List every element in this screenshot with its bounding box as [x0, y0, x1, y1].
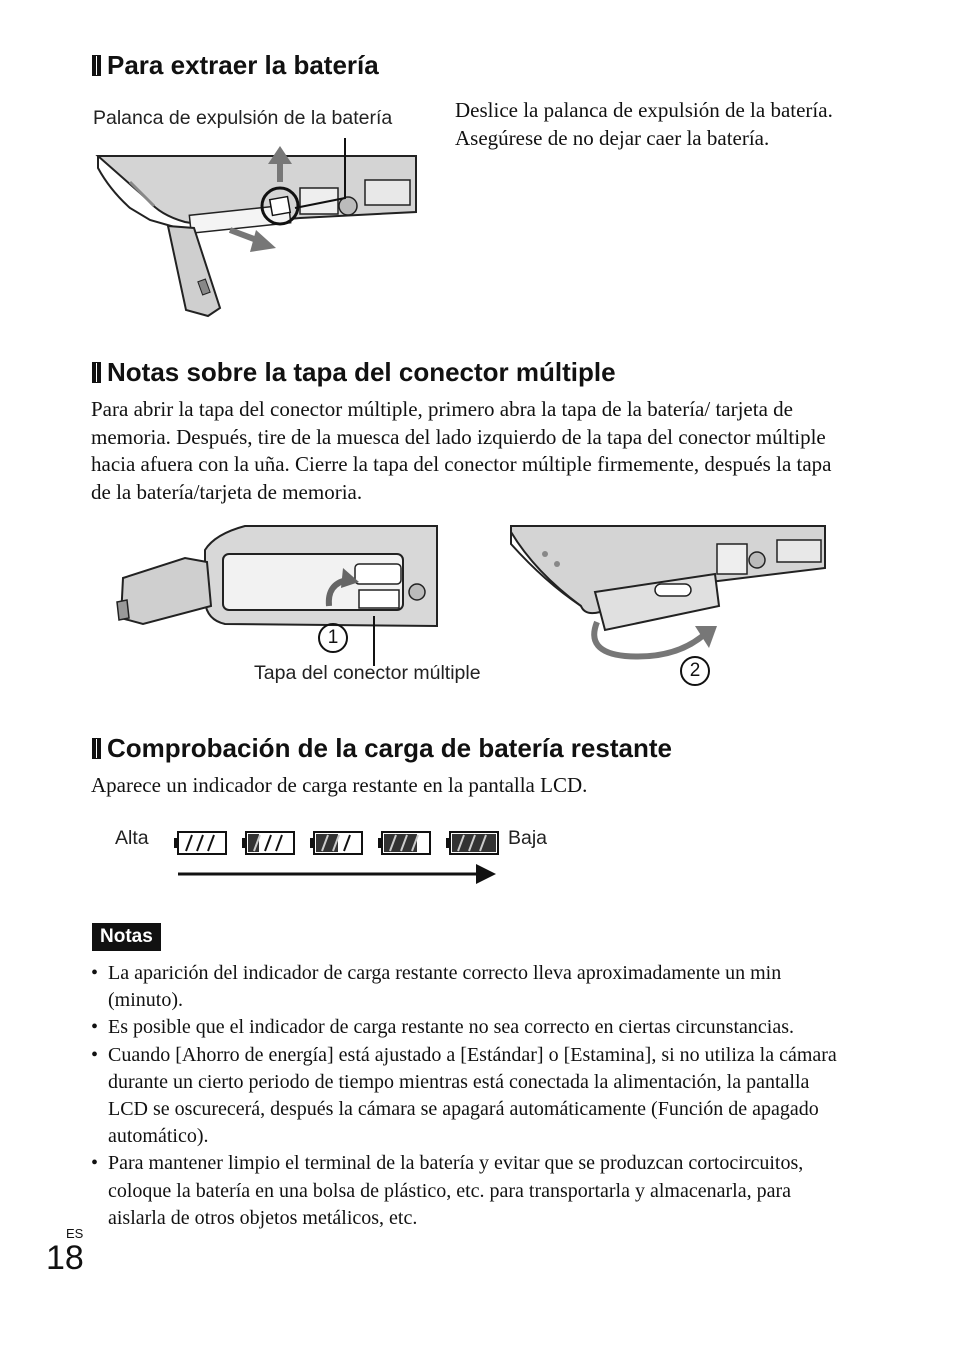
battery-level-icon [446, 832, 498, 854]
battery-level-indicators [170, 826, 500, 888]
battery-level-icon [242, 832, 294, 854]
step-2-marker: 2 [680, 656, 710, 686]
connector-cover-close-illustration [505, 522, 830, 692]
note-item: • Es posible que el indicador de carga restante no sea correcto en ciertas circunstancias. [91, 1014, 851, 1041]
low-charge-label: Baja [508, 827, 548, 849]
connector-cover-instructions: Para abrir la tapa del conector múltiple, primero abra la tapa de la batería/ tarjeta de memoria. Después, tire de la muesca del lado izquierdo de la tapa del conector múltiple hacia afuera con la uña. Cierre la tapa del conector múltiple firmemente, después la tapa de la batería/tarjeta de memoria. [91, 397, 832, 504]
battery-check-text: Aparece un indicador de carga restante en la pantalla LCD. [91, 773, 588, 797]
section-heading-connector-cover [92, 357, 616, 387]
notes-badge: Notas [92, 923, 161, 951]
page-number: 18 [46, 1239, 84, 1277]
section-heading-extract-battery [92, 50, 379, 80]
high-charge-label: Alta [115, 827, 149, 849]
battery-level-icon [310, 832, 362, 854]
eject-instructions: Deslice la palanca de expulsión de la batería. Asegúrese de no dejar caer la batería. [455, 98, 833, 150]
section-marker-icon [92, 738, 101, 759]
note-item: • La aparición del indicador de carga restante correcto lleva aproximadamente un min (minuto). [91, 960, 851, 1014]
section-title: Para extraer la batería [107, 50, 379, 80]
section-heading-battery-check [92, 733, 672, 763]
note-item: • Para mantener limpio el terminal de la batería y evitar que se produzcan cortocircuitos, coloque la batería en una bolsa de plástico, etc. para transportarla y almacenarla, para aislarla de otros objetos metálicos, etc. [91, 1150, 851, 1232]
section-title: Comprobación de la carga de batería restante [107, 733, 672, 763]
notes-list [91, 960, 851, 1232]
eject-lever-label: Palanca de expulsión de la batería [93, 107, 393, 129]
section-marker-icon [92, 55, 101, 76]
step-1-marker: 1 [318, 623, 348, 653]
battery-level-icon [174, 832, 226, 854]
section-title: Notas sobre la tapa del conector múltiple [107, 357, 616, 387]
note-item: • Cuando [Ahorro de energía] está ajustado a [Estándar] o [Estamina], si no utiliza la cámara durante un cierto periodo de tiempo mientras está conectada la alimentación, la pantalla LCD se oscurecerá, después la cámara se apagará automáticamente (Función de apagado automático). [91, 1042, 851, 1151]
connector-cover-open-illustration [115, 522, 440, 632]
language-code: ES [66, 1226, 84, 1241]
decreasing-charge-arrow-head [476, 864, 496, 884]
battery-eject-illustration [90, 130, 425, 320]
battery-level-icon [378, 832, 430, 854]
connector-cover-label: Tapa del conector múltiple [254, 662, 481, 684]
section-marker-icon [92, 362, 101, 383]
